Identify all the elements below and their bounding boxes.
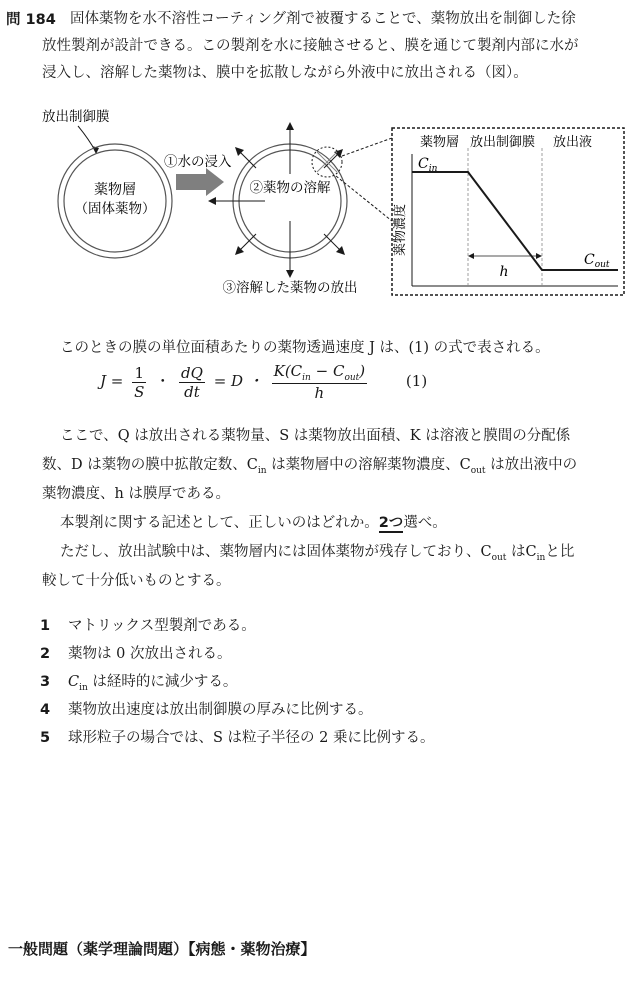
choice-4[interactable]: 4 薬物放出速度は放出制御膜の厚みに比例する。 [40, 702, 373, 718]
equation-intro: このときの膜の単位面積あたりの薬物透過速度 J は、(1) の式で表される。 [60, 340, 550, 356]
eq-frac-3: $\frac{K(C_{in} - C_{out})}{h}$ [273, 362, 366, 402]
step-water-influx: ①水の浸入 [164, 154, 232, 170]
question-line-2: 放性製剤が設計できる。この製剤を水に接触させると、膜を通じて製剤内部に水が [42, 38, 579, 54]
explanation-line-2: 数、D は薬物の膜中拡散定数、$C_{in}$ は薬物層中の溶解薬物濃度、$C_{out}$ は放出液中の [42, 457, 578, 476]
eq-frac-1: $\frac{1}{S}$ [134, 363, 145, 401]
core-label-2: （固体薬物） [74, 201, 156, 217]
question-number: 問 184 [6, 12, 56, 28]
eq-frac-2: $\frac{dQ}{dt}$ [181, 363, 203, 401]
condition-line-1: ただし、放出試験中は、薬物層内には固体薬物が残存しており、$C_{out}$ は$C_{in}$と比 [60, 544, 575, 563]
section-footer: 一般問題（薬学理論問題）【病態・薬物治療】 [8, 940, 316, 958]
step-dissolution: ②薬物の溶解 [249, 180, 331, 196]
release-diagram [0, 96, 632, 316]
choice-1[interactable]: 1 マトリックス型製剤である。 [40, 618, 256, 634]
graph-zone-drug-layer: 薬物層 [420, 135, 460, 150]
eq-dot: ・ [155, 372, 171, 390]
question-line-3: 浸入し、溶解した薬物は、膜中を拡散しながら外液中に放出される（図）。 [42, 65, 528, 81]
choice-2[interactable]: 2 薬物は 0 次放出される。 [40, 646, 232, 662]
choice-5[interactable]: 5 球形粒子の場合では、S は粒子半径の 2 乗に比例する。 [40, 730, 435, 746]
graph-cin-label: $C_{in}$ [418, 156, 438, 174]
zoom-connectors [336, 138, 392, 221]
instruction: 本製剤に関する記述として、正しいのはどれか。2つ選べ。 [60, 515, 447, 531]
eq-label: (1) [405, 372, 428, 390]
explanation-line-3: 薬物濃度、h は膜厚である。 [42, 486, 230, 502]
graph-y-label: 薬物濃度 [393, 203, 408, 256]
graph-zone-release-medium: 放出液 [553, 135, 593, 150]
condition-line-2: 較して十分低いものとする。 [42, 573, 231, 589]
thickness-arrow-right [536, 253, 542, 259]
thickness-label: h [499, 264, 509, 280]
eq-mid: = D ・ [213, 372, 263, 390]
instruction-count: 2つ [378, 515, 404, 531]
membrane-label: 放出制御膜 [42, 109, 110, 125]
answer-choices [40, 612, 434, 752]
eq-lhs: J = [100, 372, 124, 390]
graph-cout-label: $C_{out}$ [584, 252, 610, 270]
step-release: ③溶解した薬物の放出 [222, 280, 358, 296]
choice-3[interactable]: 3 $C_{in}$ は経時的に減少する。 [40, 674, 238, 693]
graph-zone-membrane: 放出制御膜 [470, 135, 536, 150]
explanation-line-1: ここで、Q は放出される薬物量、S は薬物放出面積、K は溶液と膜間の分配係 [60, 428, 571, 444]
equation-1 [100, 362, 427, 402]
question-line-1: 固体薬物を水不溶性コーティング剤で被覆することで、薬物放出を制御した徐 [70, 11, 576, 27]
thickness-arrow-left [468, 253, 474, 259]
zoom-hatch [317, 152, 337, 172]
core-label-1: 薬物層 [94, 182, 136, 198]
influx-arrow [176, 168, 224, 196]
